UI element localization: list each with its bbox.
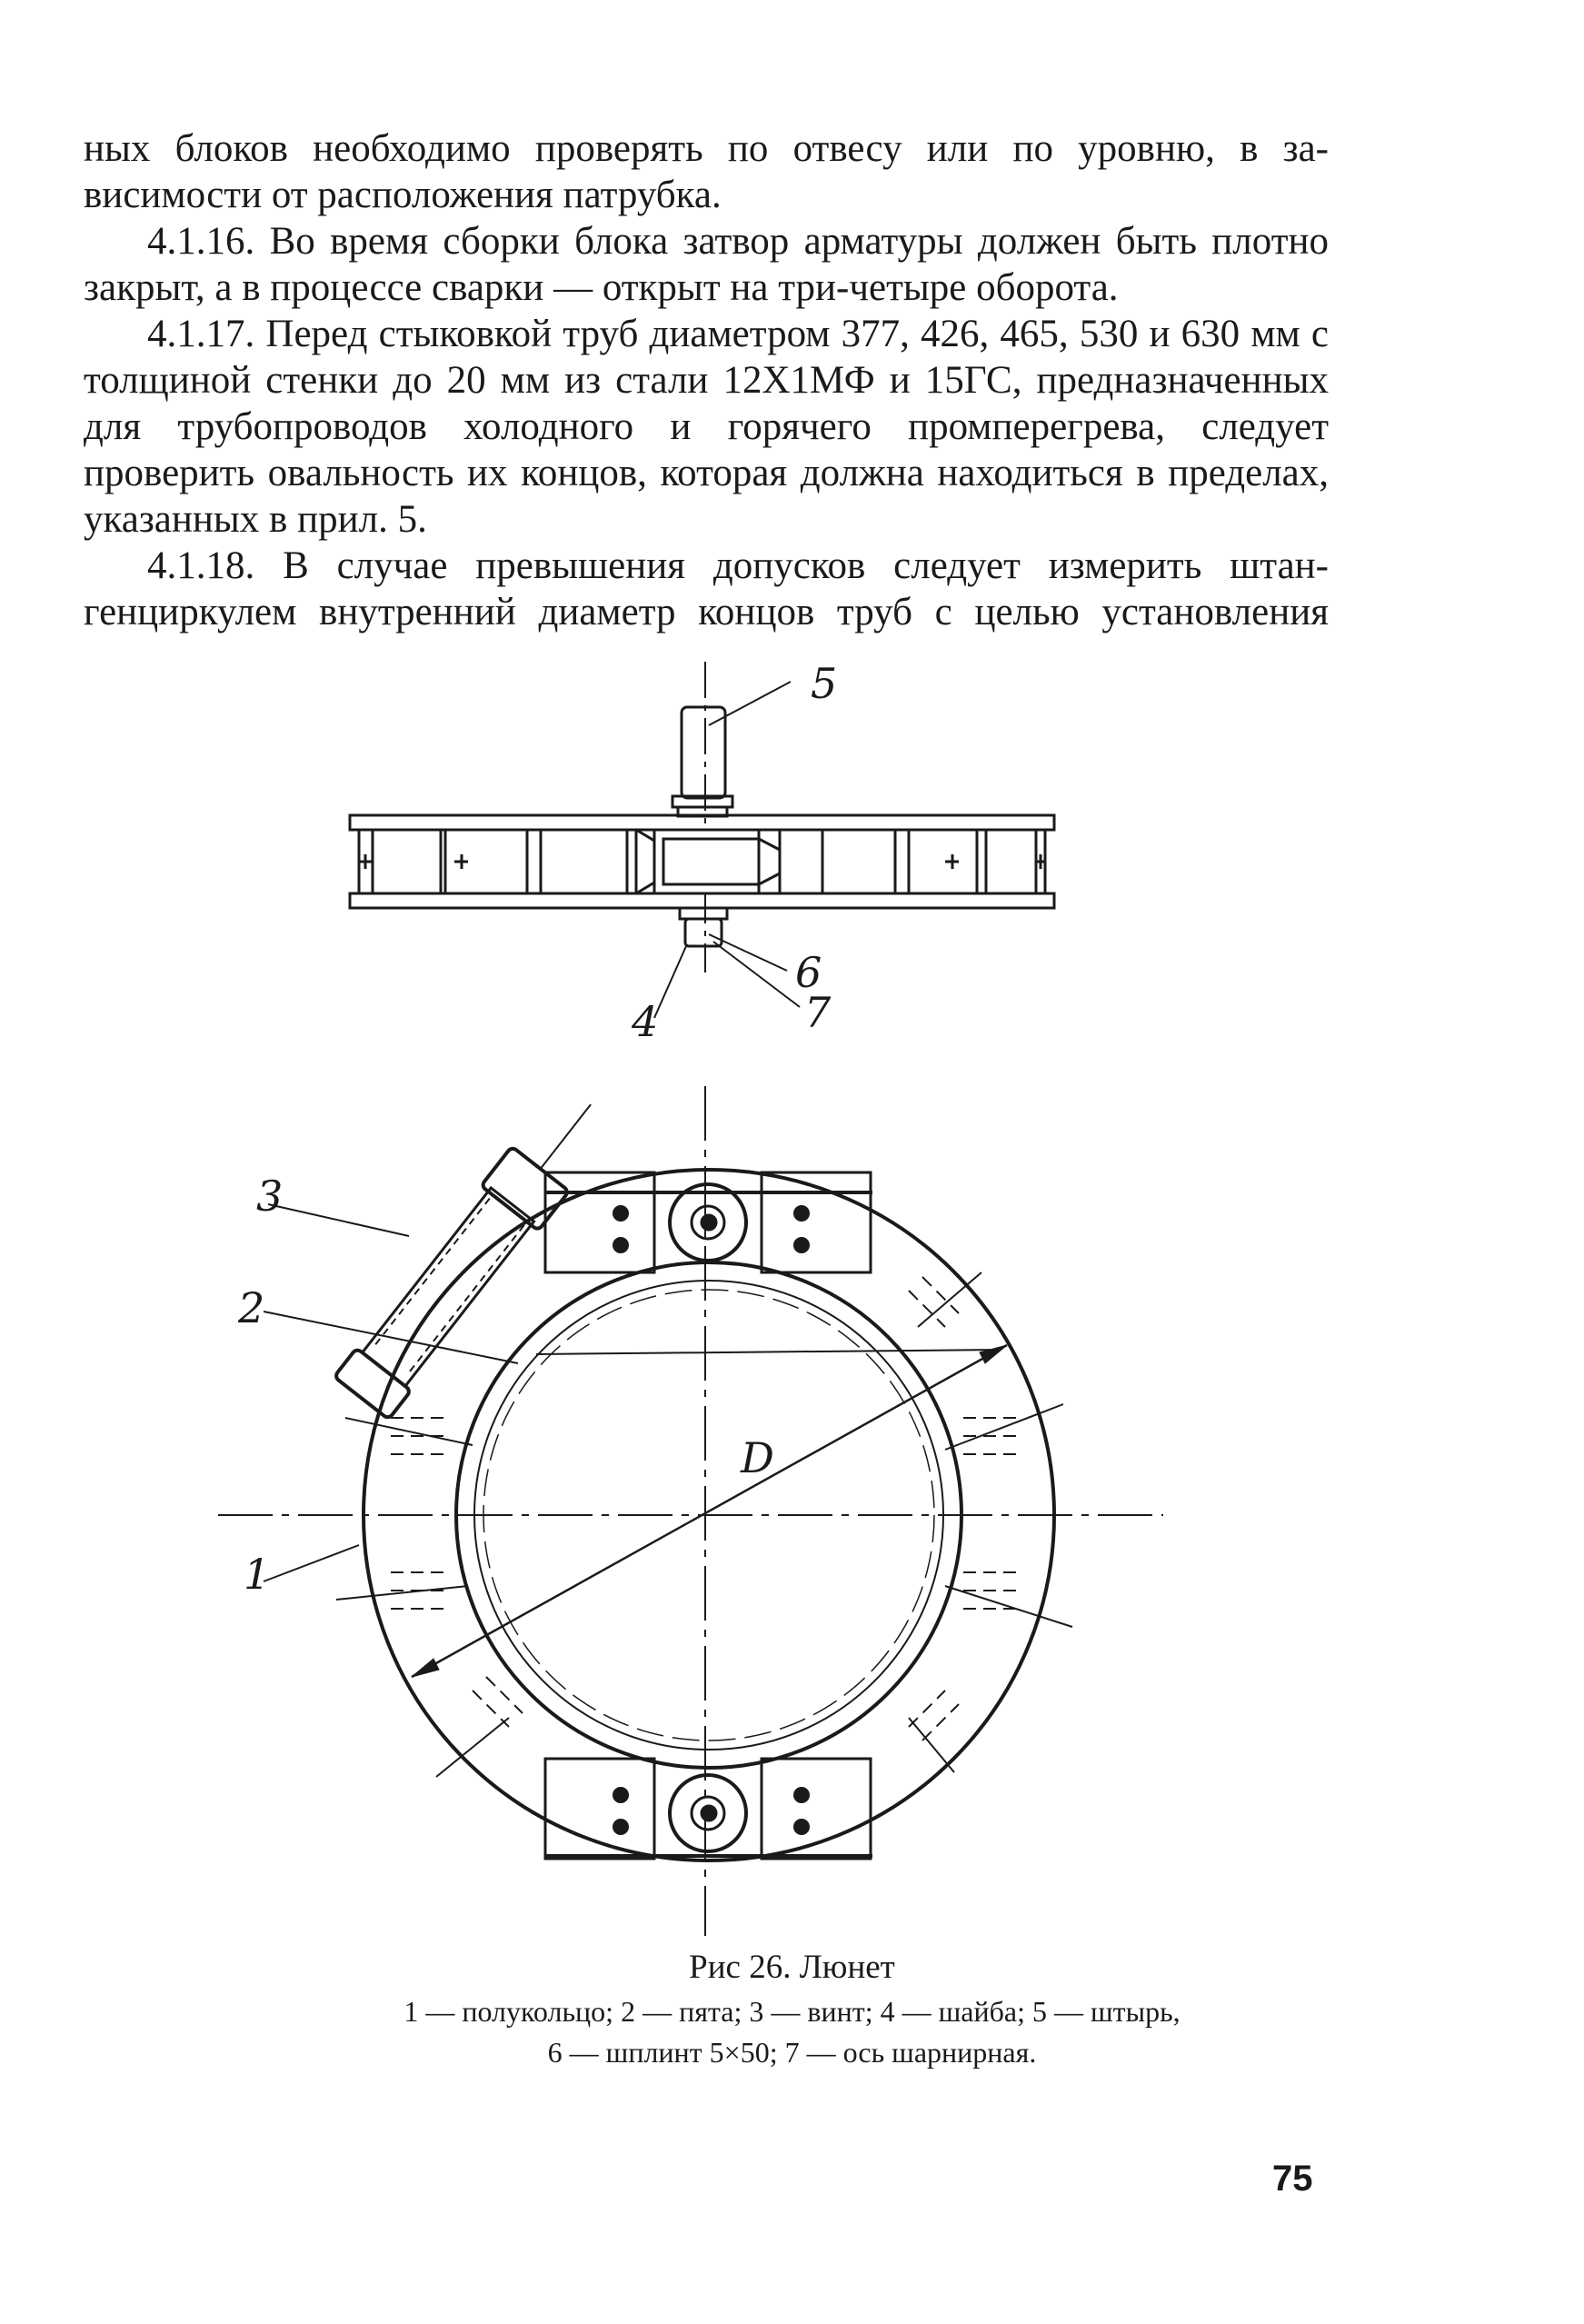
label-diameter: D (741, 1433, 774, 1482)
text-line: ных блоков необходимо проверять по отвесу или по уровню, в за- (84, 127, 1329, 170)
label-5: 5 (811, 659, 838, 708)
washer-4 (680, 908, 727, 919)
label-6: 6 (795, 948, 822, 997)
text-line: генциркулем внутренний диаметр концов труб с целью установления (84, 591, 1329, 633)
figure-caption-title: Рис 26. Люнет (689, 1949, 895, 1986)
paragraph-4-1-16: 4.1.16. Во время сборки блока затвор арматуры должен быть плотно закрыт, а в процессе сварки — открыт на три-четыре оборота. (84, 220, 1329, 309)
paragraph-4-1-18: 4.1.18. В случае превышения допусков следует измерить штан- (147, 544, 1329, 587)
figure-caption-legend-2: 6 — шплинт 5×50; 7 — ось шарнирная. (547, 2036, 1037, 2069)
label-2: 2 (238, 1283, 265, 1332)
bottom-plate (350, 893, 1054, 908)
pin-end (685, 919, 722, 946)
figure-caption-legend-1: 1 — полукольцо; 2 — пята; 3 — винт; 4 — шайба; 5 — штырь, (403, 1995, 1181, 2028)
label-1: 1 (244, 1550, 271, 1599)
text-line: висимости от расположения патрубка. (84, 174, 722, 216)
screw-assembly (333, 1082, 619, 1420)
page-number: 75 (1272, 2159, 1313, 2199)
diameter-line (412, 1345, 1007, 1677)
label-7: 7 (804, 988, 832, 1037)
label-4: 4 (632, 997, 659, 1046)
label-3: 3 (256, 1172, 284, 1221)
screw-head-3 (481, 1146, 569, 1231)
paragraph-4-1-17: 4.1.17. Перед стыковкой труб диаметром 377, 426, 465, 530 и 630 мм с толщиной стенки до 20 мм из стали 12Х1МФ и 15ГС, предназначенных для трубопроводов холодного и горячего промперегрева, следует проверить овальность их концов, которая должна находиться в пределах, указанных в прил. 5. (84, 313, 1329, 541)
